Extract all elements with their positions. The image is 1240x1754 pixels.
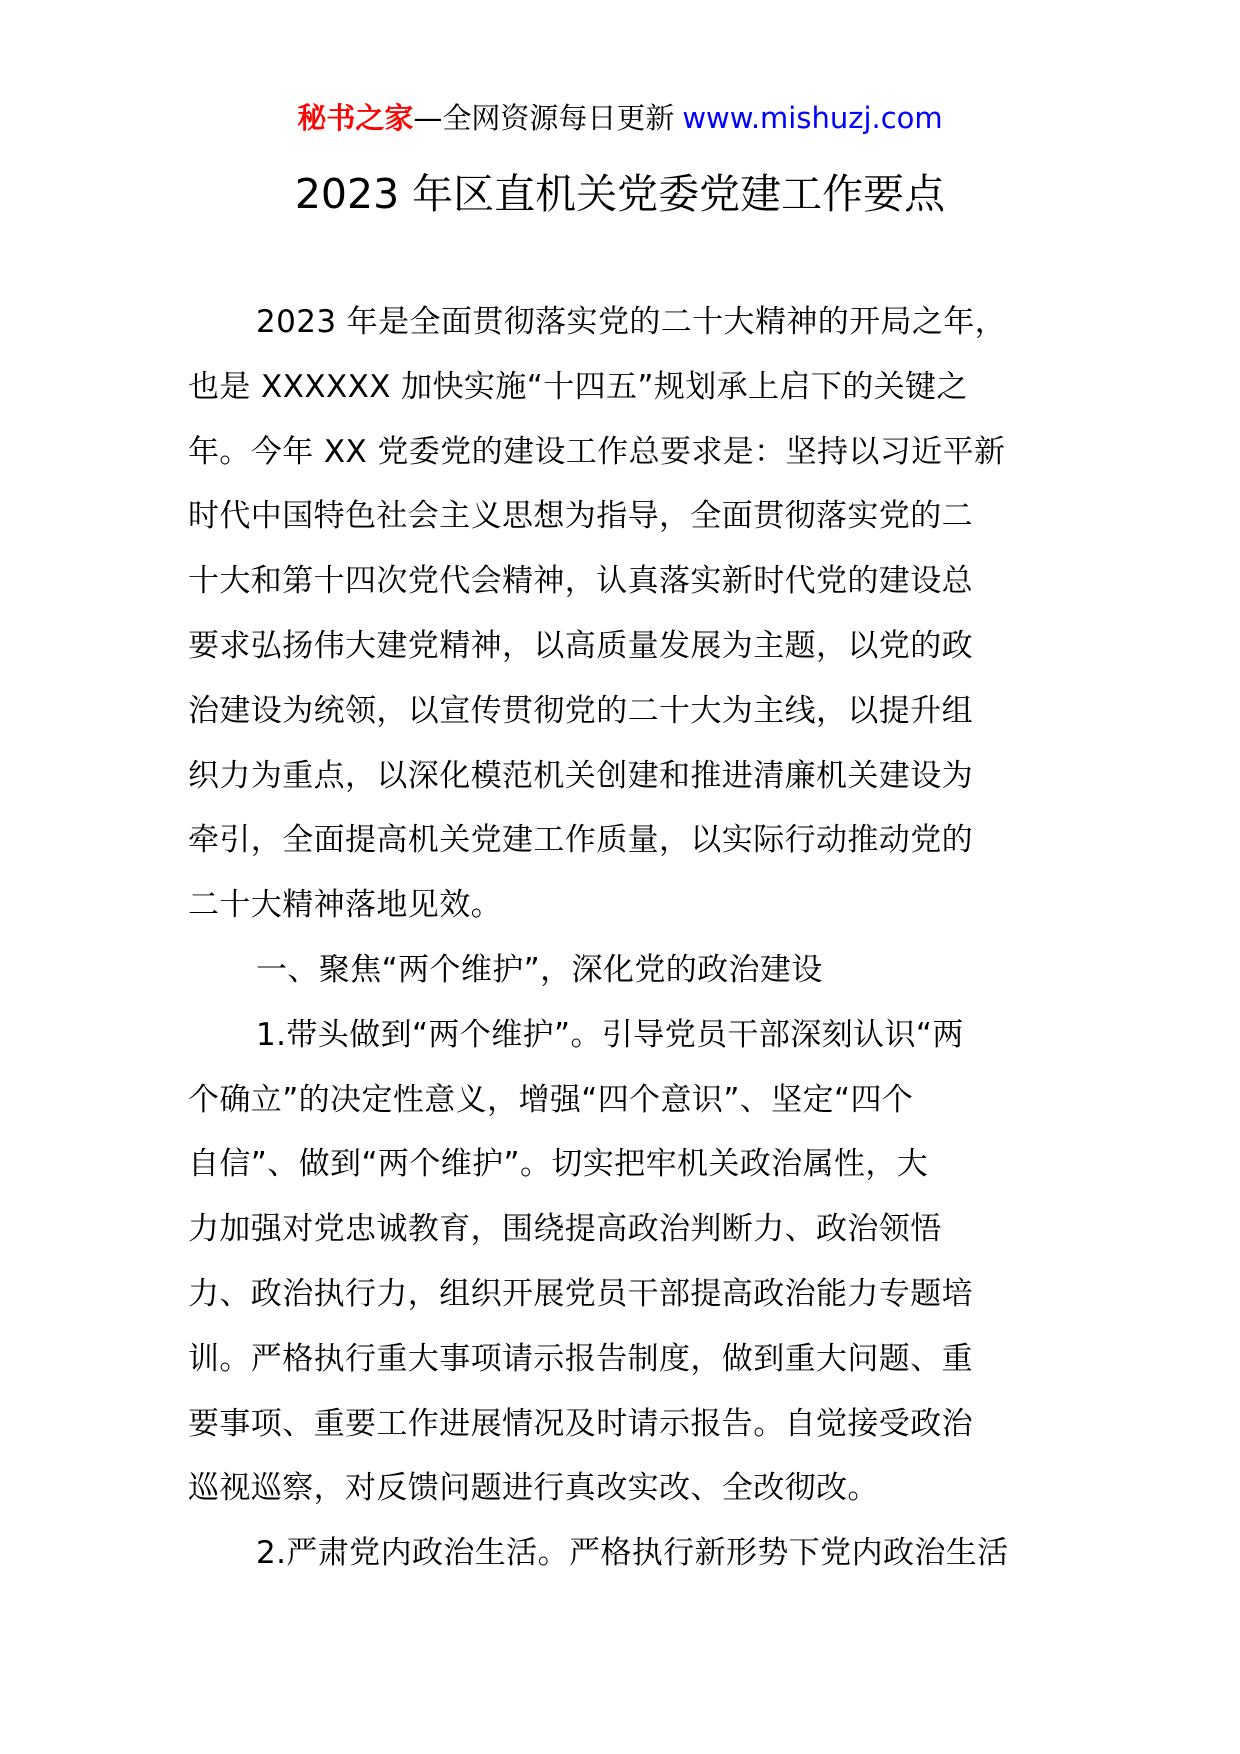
paragraph-line: 个确立”的决定性意义，增强“四个意识”、坚定“四个 (188, 1081, 914, 1118)
paragraph-line: 二十大精神落地见效。 (188, 887, 502, 924)
paragraph-line: 也是 XXXXXX 加快实施“十四五”规划承上启下的关键之 (188, 368, 968, 405)
paragraph-line: 力加强对党忠诚教育，围绕提高政治判断力、政治领悟 (188, 1211, 942, 1248)
document-title: 2023 年区直机关党委党建工作要点 (294, 170, 946, 218)
document-body (188, 290, 1054, 1586)
paragraph-line: 2023 年是全面贯彻落实党的二十大精神的开局之年， (256, 304, 1007, 340)
watermark-header (0, 98, 1240, 138)
paragraph-line: 巡视巡察，对反馈问题进行真改实改、全改彻改。 (188, 1470, 879, 1507)
paragraph-line: 训。严格执行重大事项请示报告制度，做到重大问题、重 (188, 1340, 973, 1377)
paragraph-line: 要求弘扬伟大建党精神，以高质量发展为主题，以党的政 (188, 627, 973, 664)
paragraph-line: 织力为重点，以深化模范机关创建和推进清廉机关建设为 (188, 757, 973, 794)
paragraph-line: 2.严肃党内政治生活。严格执行新形势下党内政治生活 (256, 1535, 1009, 1572)
paragraph-line: 治建设为统领，以宣传贯彻党的二十大为主线，以提升组 (188, 692, 973, 729)
site-url: www.mishuzj.com (682, 101, 943, 135)
paragraph-line: 1.带头做到“两个维护”。引导党员干部深刻认识“两 (256, 1016, 964, 1053)
paragraph-line: 要事项、重要工作进展情况及时请示报告。自觉接受政治 (188, 1405, 973, 1442)
paragraph-line: 自信”、做到“两个维护”。切实把牢机关政治属性，大 (188, 1146, 929, 1183)
paragraph-line: 十大和第十四次党代会精神，认真落实新时代党的建设总 (188, 563, 973, 600)
brand-name: 秘书之家 (297, 101, 414, 135)
paragraph-line: 牵引，全面提高机关党建工作质量，以实际行动推动党的 (188, 822, 973, 859)
section-heading: 一、聚焦“两个维护”，深化党的政治建设 (256, 951, 823, 988)
paragraph-line: 时代中国特色社会主义思想为指导，全面贯彻落实党的二 (188, 498, 973, 535)
paragraph-line: 力、政治执行力，组织开展党员干部提高政治能力专题培 (188, 1275, 973, 1312)
brand-tagline: —全网资源每日更新 (413, 101, 675, 135)
paragraph-line: 年。今年 XX 党委党的建设工作总要求是：坚持以习近平新 (188, 433, 1006, 470)
